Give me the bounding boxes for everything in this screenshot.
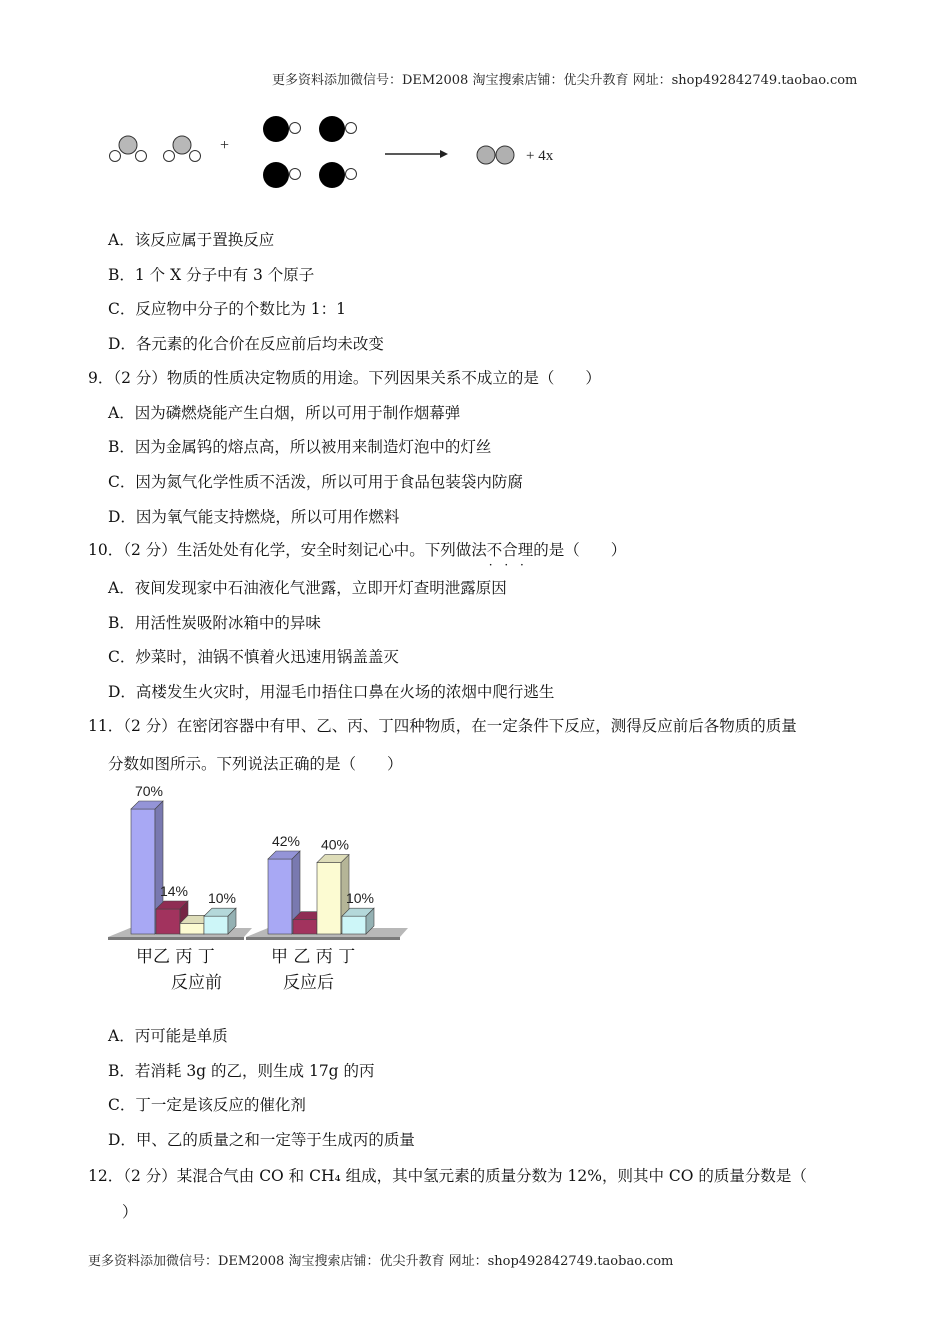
bar-1-0 xyxy=(268,859,292,934)
q11-stem-line2: 分数如图所示。下列说法正确的是（ ） xyxy=(108,755,403,773)
molecule-reactant-b xyxy=(263,116,357,188)
page-header: 更多资料添加微信号：DEM2008 淘宝搜索店铺：优尖升教育 网址：shop492842749.taobao.com xyxy=(272,73,858,88)
data-label-0-1: 14% xyxy=(159,883,189,899)
reaction-diagram xyxy=(100,108,580,198)
q9-stem: 9．（2 分）物质的性质决定物质的用途。下列因果关系不成立的是（ ） xyxy=(88,369,601,387)
molecule-reactant-a xyxy=(164,136,201,162)
bar-0-1 xyxy=(156,909,180,934)
q9-option-a: A．因为磷燃烧能产生白烟，所以可用于制作烟幕弹 xyxy=(108,404,461,422)
q11-option-d: D．甲、乙的质量之和一定等于生成丙的质量 xyxy=(108,1131,415,1149)
q12-stem-line2: ） xyxy=(122,1203,138,1221)
q8-option-a: A．该反应属于置换反应 xyxy=(108,231,275,249)
q8-option-d: D．各元素的化合价在反应前后均未改变 xyxy=(108,335,384,353)
group-label-1: 反应后 xyxy=(283,973,334,993)
q10-option-c: C．炒菜时，油锅不慎着火迅速用锅盖盖灭 xyxy=(108,648,399,666)
arrow xyxy=(385,150,448,158)
q10-option-b: B．用活性炭吸附冰箱中的异味 xyxy=(108,614,321,632)
q8-option-b: B．1 个 X 分子中有 3 个原子 xyxy=(108,266,315,284)
q9-option-c: C．因为氮气化学性质不活泼，所以可用于食品包装袋内防腐 xyxy=(108,473,523,491)
bar-0-0 xyxy=(131,809,155,934)
q10-option-d: D．高楼发生火灾时，用湿毛巾捂住口鼻在火场的浓烟中爬行逃生 xyxy=(108,683,555,701)
category-labels-0: 甲乙 丙 丁 xyxy=(136,947,215,967)
q10-stem-after: 的是（ ） xyxy=(533,541,627,559)
q9-option-b: B．因为金属钨的熔点高，所以被用来制造灯泡中的灯丝 xyxy=(108,438,492,456)
data-label-0-3: 10% xyxy=(207,890,237,907)
q10-stem-emphasis: 不合理 · · · xyxy=(487,541,534,559)
page-footer: 更多资料添加微信号：DEM2008 淘宝搜索店铺：优尖升教育 网址：shop492842749.taobao.com xyxy=(88,1254,674,1269)
molecule-reactant-a xyxy=(110,136,147,162)
q10-option-a: A．夜间发现家中石油液化气泄露，立即开灯查明泄露原因 xyxy=(108,579,507,597)
data-label-1-2: 40% xyxy=(320,836,350,853)
bar-1-2 xyxy=(317,863,341,934)
bar-0-2 xyxy=(180,923,204,934)
data-label-1-0: 42% xyxy=(271,833,301,849)
bar-0-3 xyxy=(204,916,228,934)
group-label-0: 反应前 xyxy=(171,973,222,993)
q8-option-c: C．反应物中分子的个数比为 1：1 xyxy=(108,300,347,318)
q11-option-a: A．丙可能是单质 xyxy=(108,1027,228,1045)
mass-fraction-chart xyxy=(100,772,410,997)
plus-sign: + xyxy=(220,137,230,154)
data-label-0-0: 70% xyxy=(134,783,164,799)
q10-stem xyxy=(88,538,626,560)
chart-floor-edge xyxy=(108,937,244,940)
bar-1-3 xyxy=(342,916,366,934)
q10-stem-before: 10．（2 分）生活处处有化学，安全时刻记心中。下列做法 xyxy=(88,541,487,559)
data-label-1-3: 10% xyxy=(345,890,375,907)
product-label: + 4x xyxy=(526,148,554,164)
molecule-product xyxy=(477,146,514,164)
chart-floor-edge xyxy=(246,937,400,940)
bar-1-1 xyxy=(293,920,317,934)
q11-option-b: B．若消耗 3g 的乙，则生成 17g 的丙 xyxy=(108,1062,375,1080)
q12-stem-line1: 12．（2 分）某混合气由 CO 和 CH₄ 组成，其中氢元素的质量分数为 12%，则其中 CO 的质量分数是（ xyxy=(88,1167,807,1185)
q11-stem-line1: 11．（2 分）在密闭容器中有甲、乙、丙、丁四种物质，在一定条件下反应，测得反应前后各物质的质量 xyxy=(88,717,797,735)
q9-option-d: D．因为氧气能支持燃烧，所以可用作燃料 xyxy=(108,508,400,526)
category-labels-1: 甲 乙 丙 丁 xyxy=(271,947,356,967)
q11-option-c: C．丁一定是该反应的催化剂 xyxy=(108,1096,306,1114)
